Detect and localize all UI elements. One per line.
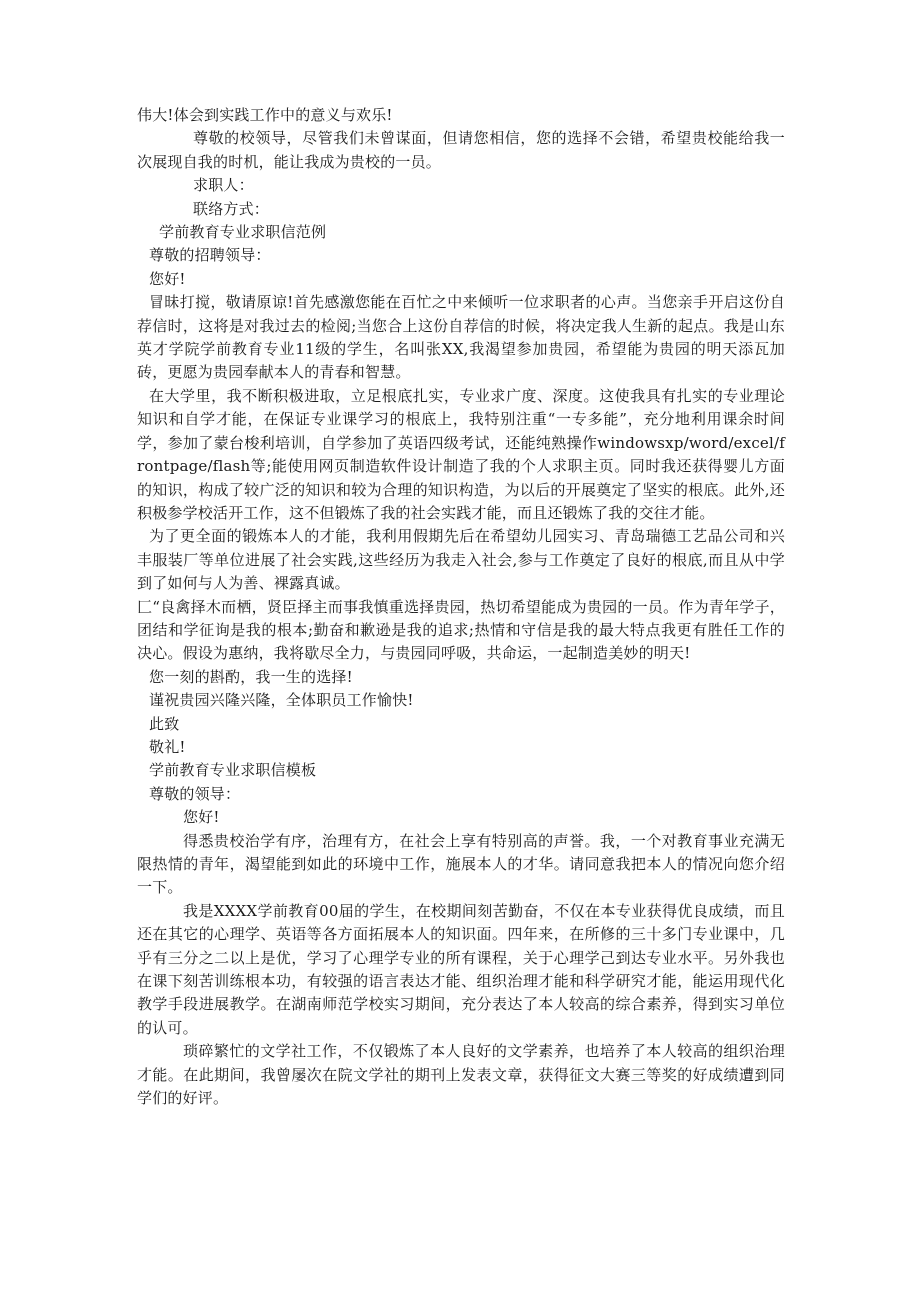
salutation-1: 尊敬的招聘领导： bbox=[149, 246, 271, 265]
paragraph-11: 琐碎繁忙的文学社工作，不仅锻炼了本人良好的文学素养，也培养了本人较高的组织治理才能。在此期间，我曾屡次在院文学社的期刊上发表文章，获得征文大赛三等奖的好成绩遭到同学们的好评。 bbox=[137, 1042, 785, 1108]
paragraph-3: 冒昧打搅，敬请原谅!首先感激您能在百忙之中来倾听一位求职者的心声。当您亲手开启这份自荐信时，这将是对我过去的检阅;当您合上这份自荐信的时候，将决定我人生新的起点。我是山东英才学院学前教育专业11级的学生，名叫张XX,我渴望参加贵园，希望能为贵园的明天添瓦加砖，更愿为贵园奉献本人的青春和智慧。 bbox=[137, 293, 785, 382]
paragraph-6: 匚“良禽择木而栖，贤臣择主而事我慎重选择贵园，热切希望能成为贵园的一员。作为青年学子，团结和学征询是我的根本;勤奋和歉逊是我的追求;热情和守信是我的最大特点我更有胜任工作的决心。假设为惠纳，我将歇尽全力，与贵园同呼吸，共命运，一起制造美妙的明天! bbox=[137, 597, 785, 663]
paragraph-9: 得悉贵校治学有序，治理有方，在社会上享有特别高的声誉。我，一个对教育事业充满无限热情的青年，渴望能到如此的环境中工作，施展本人的才华。请同意我把本人的情况向您介绍一下。 bbox=[137, 831, 785, 897]
paragraph-7: 您一刻的斟酌，我一生的选择! bbox=[149, 667, 353, 686]
applicant-line: 求职人： bbox=[193, 176, 254, 195]
paragraph-5: 为了更全面的锻炼本人的才能，我利用假期先后在希望幼儿园实习、青岛瑞德工艺品公司和兴丰服装厂等单位进展了社会实践,这些经历为我走入社会,参与工作奠定了良好的根底,而且从中学到了如何与人为善、裸露真诚。 bbox=[137, 527, 785, 593]
paragraph-8: 谨祝贵园兴隆兴隆，全体职员工作愉快! bbox=[149, 691, 414, 710]
paragraph-1: 伟大!体会到实践工作中的意义与欢乐! bbox=[137, 106, 393, 124]
section-title-2: 学前教育专业求职信模板 bbox=[149, 761, 317, 780]
document-body bbox=[137, 104, 785, 1110]
greeting-1: 您好! bbox=[149, 269, 186, 288]
paragraph-4: 在大学里，我不断积极进取，立足根底扎实，专业求广度、深度。这使我具有扎实的专业理论知识和自学才能，在保证专业课学习的根底上，我特别注重“一专多能”，充分地利用课余时间学，参加了蒙台梭利培训，自学参加了英语四级考试，还能纯熟操作windowsxp/word/excel/frontpage/flash等;能使用网页制造软件设计制造了我的个人求职主页。同时我还获得婴儿方面的知识，构成了较广泛的知识和较为合理的知识构造，为以后的开展奠定了坚实的根底。此外,还积极参学校活开工作，这不但锻炼了我的社会实践才能，而且还锻炼了我的交往才能。 bbox=[137, 386, 785, 522]
closing-1: 此致 bbox=[149, 714, 180, 733]
closing-2: 敬礼! bbox=[149, 737, 186, 756]
contact-line: 联络方式： bbox=[193, 199, 270, 218]
section-title-1: 学前教育专业求职信范例 bbox=[159, 223, 327, 242]
paragraph-2: 尊敬的校领导，尽管我们未曾谋面，但请您相信，您的选择不会错，希望贵校能给我一次展现自我的时机，能让我成为贵校的一员。 bbox=[137, 129, 785, 171]
greeting-2: 您好! bbox=[183, 808, 220, 827]
salutation-2: 尊敬的领导： bbox=[149, 784, 241, 803]
paragraph-10: 我是XXXX学前教育00届的学生，在校期间刻苦勤奋，不仅在本专业获得优良成绩，而且还在其它的心理学、英语等各方面拓展本人的知识面。四年来，在所修的三十多门专业课中，几乎有三分之二以上是优，学习了心理学专业的所有课程，关于心理学己到达专业水平。另外我也在课下刻苦训练根本功，有较强的语言表达才能、组织治理才能和科学研究才能，能运用现代化教学手段进展教学。在湖南师范学校实习期间，充分表达了本人较高的综合素养，得到实习单位的认可。 bbox=[137, 901, 785, 1037]
